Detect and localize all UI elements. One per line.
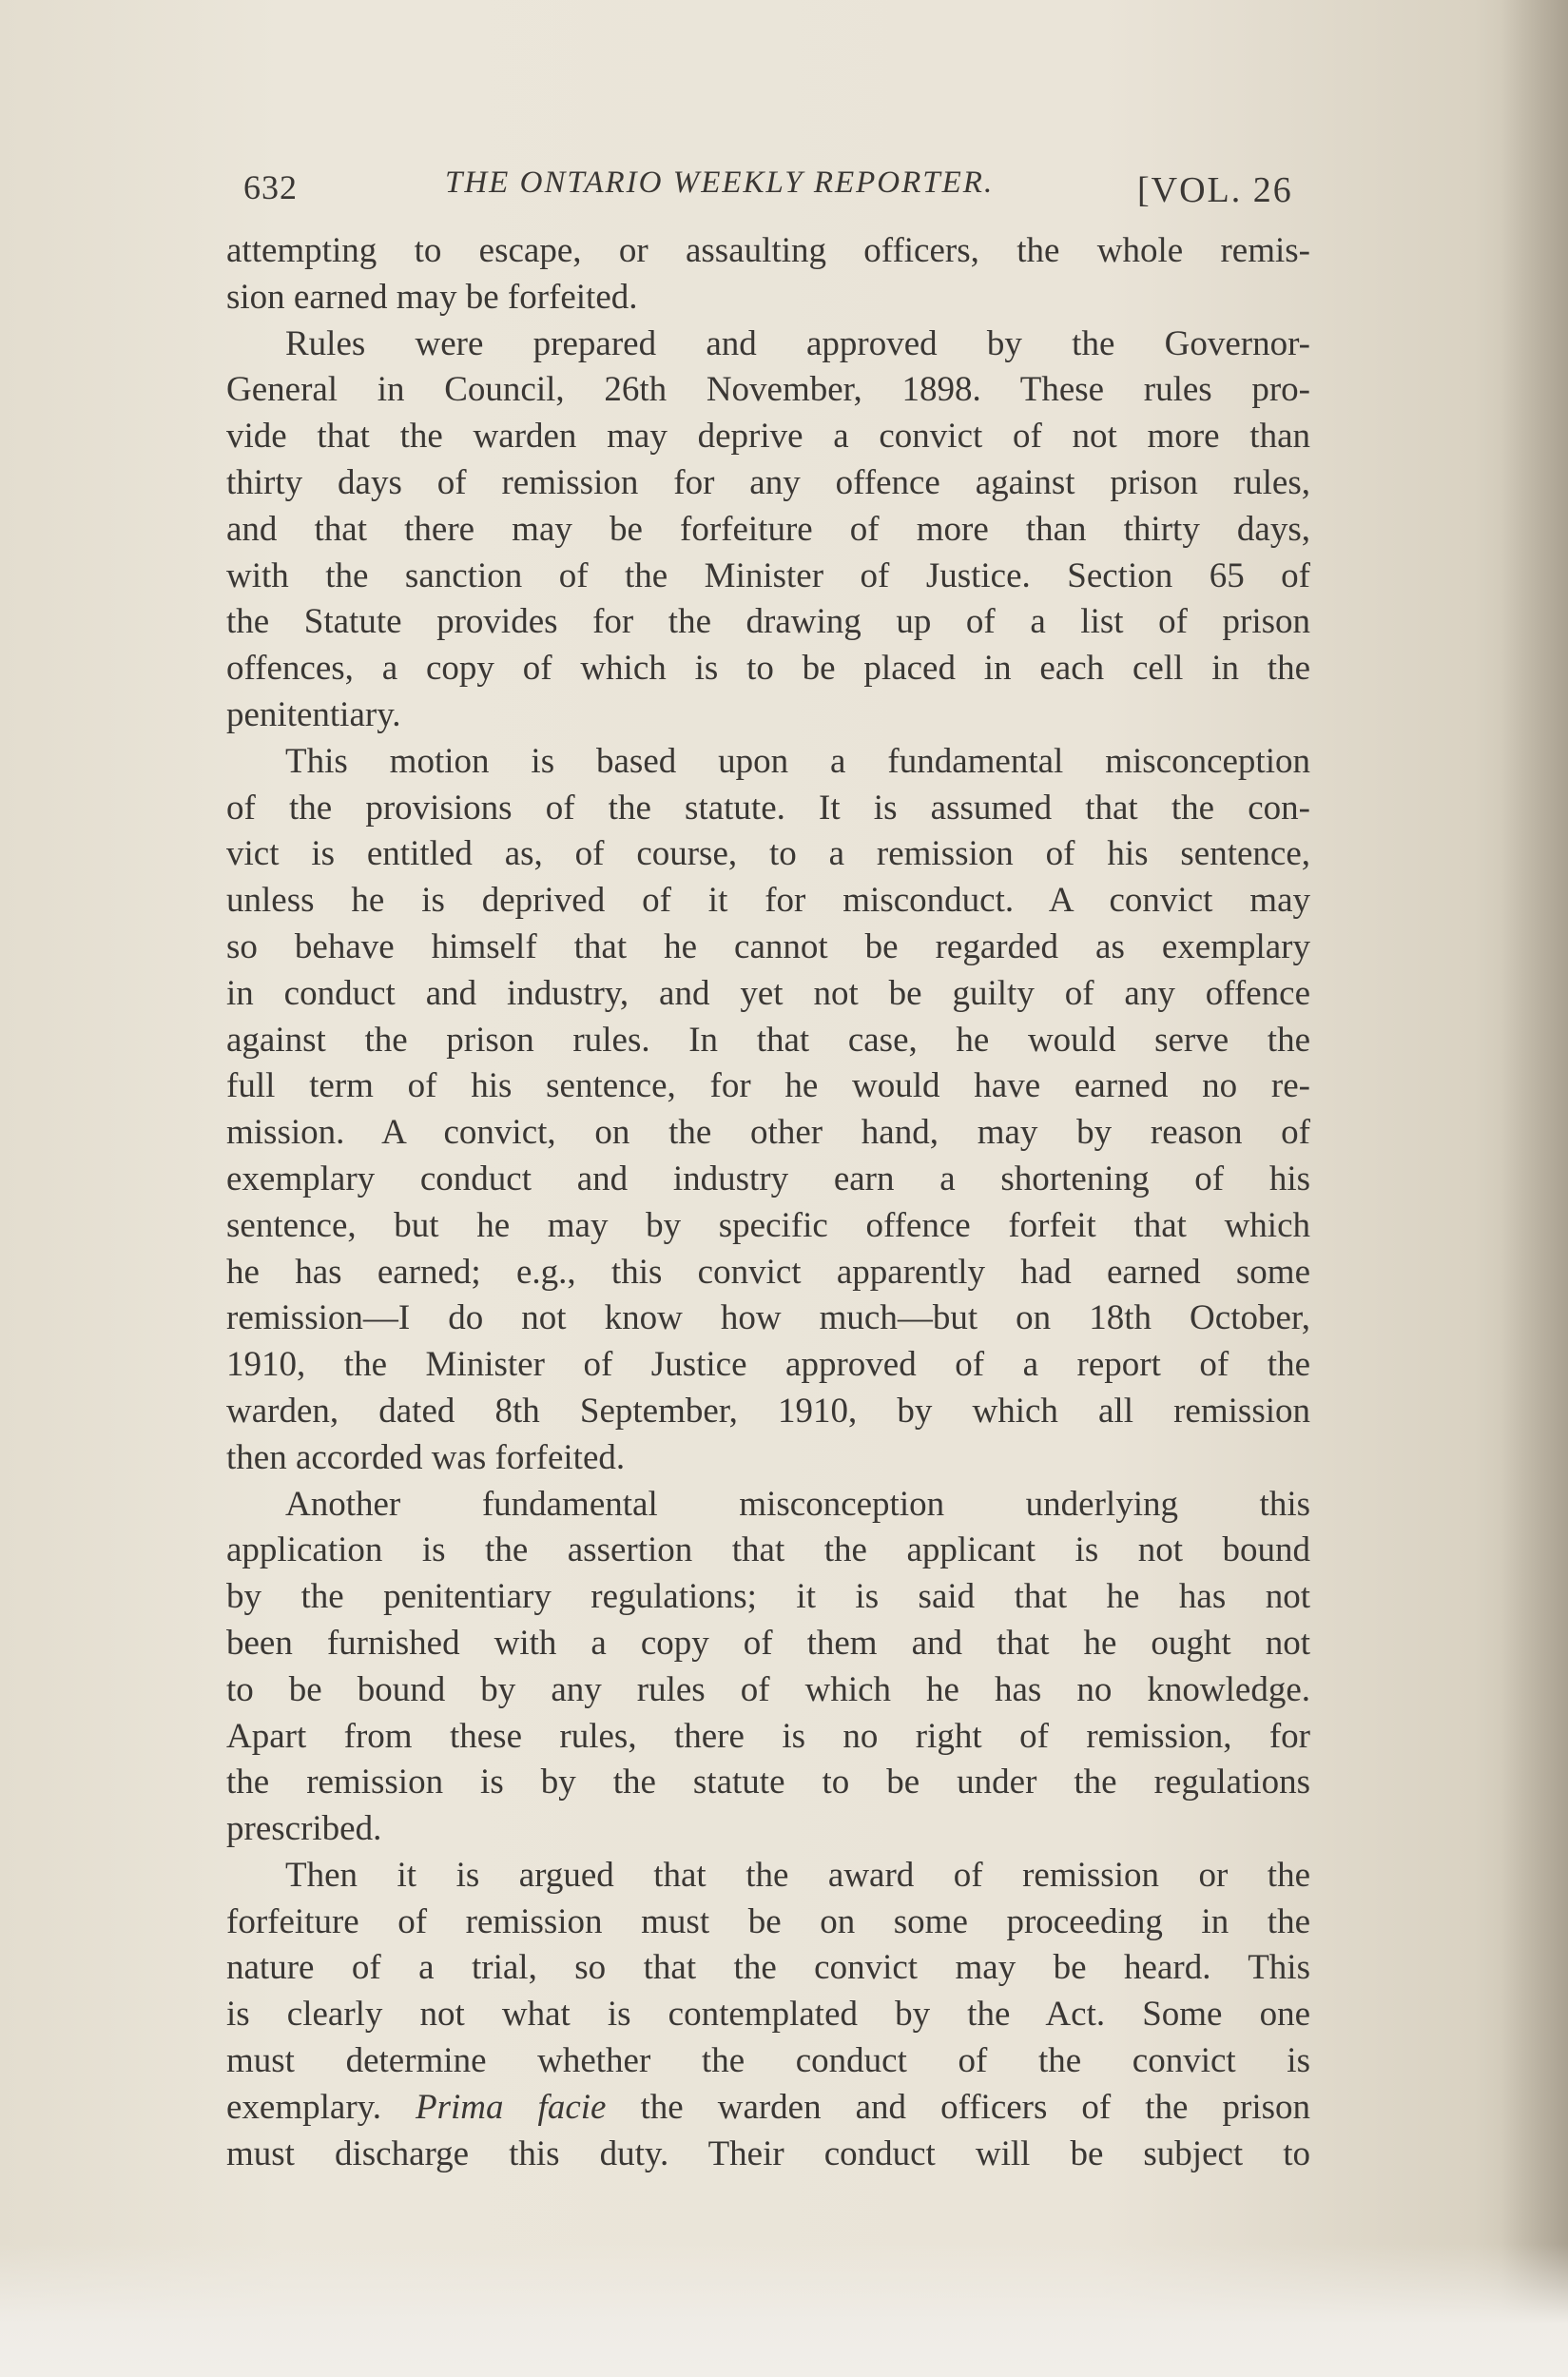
italic-phrase: Prima facie	[416, 2087, 607, 2127]
text-line: the Statute provides for the drawing up of a list of prison	[226, 602, 1310, 642]
text-line: he has earned; e.g., this convict apparently had earned some	[226, 1252, 1310, 1292]
text-line: and that there may be forfeiture of more than thirty days,	[226, 509, 1310, 549]
paragraph-1	[226, 228, 1310, 321]
text-line: full term of his sentence, for he would have earned no re-	[226, 1066, 1310, 1106]
text-line: penitentiary.	[226, 694, 401, 734]
volume-label: [VOL. 26	[1137, 170, 1293, 210]
text-line: of the provisions of the statute. It is assumed that the con-	[226, 788, 1310, 828]
text-line: been furnished with a copy of them and that he ought not	[226, 1623, 1310, 1663]
text-line: Apart from these rules, there is no right of remission, for	[226, 1716, 1310, 1756]
book-page	[226, 152, 1310, 2177]
text-line: against the prison rules. In that case, he would serve the	[226, 1020, 1310, 1060]
text-line: General in Council, 26th November, 1898. These rules pro-	[226, 370, 1310, 410]
text-line: Another fundamental misconception underlying this	[285, 1484, 1310, 1524]
paragraph-5	[226, 1853, 1310, 2178]
page-number: 632	[243, 168, 298, 206]
text-line: then accorded was forfeited.	[226, 1437, 626, 1477]
text-line: remission—I do not know how much—but on 18th October,	[226, 1298, 1310, 1338]
text-line: sentence, but he may by specific offence forfeit that which	[226, 1205, 1310, 1245]
running-header	[226, 152, 1310, 228]
text-line: in conduct and industry, and yet not be guilty of any offence	[226, 973, 1310, 1013]
text-line: 1910, the Minister of Justice approved of a report of the	[226, 1345, 1310, 1385]
text-line: must discharge this duty. Their conduct will be subject to	[226, 2133, 1310, 2173]
text-line: nature of a trial, so that the convict may be heard. This	[226, 1948, 1310, 1988]
text-line: must determine whether the conduct of the convict is	[226, 2041, 1310, 2081]
text-line: vict is entitled as, of course, to a remission of his sentence,	[226, 834, 1310, 874]
text-line: offences, a copy of which is to be placed in each cell in the	[226, 649, 1310, 689]
body-text	[226, 228, 1310, 2177]
text-line: so behave himself that he cannot be regarded as exemplary	[226, 926, 1310, 966]
text-line: forfeiture of remission must be on some proceeding in the	[226, 1901, 1310, 1941]
text-line: vide that the warden may deprive a convict of not more than	[226, 417, 1310, 457]
text-line: by the penitentiary regulations; it is said that he has not	[226, 1577, 1310, 1617]
scan-bottom-edge	[0, 2244, 1568, 2377]
text-line: This motion is based upon a fundamental misconception	[285, 741, 1310, 781]
text-line: mission. A convict, on the other hand, may by reason of	[226, 1113, 1310, 1153]
binding-shadow	[1501, 0, 1568, 2377]
text-line: exemplary conduct and industry earn a shortening of his	[226, 1159, 1310, 1198]
text-line: the remission is by the statute to be under the regulations	[226, 1763, 1310, 1802]
text-line: to be bound by any rules of which he has no knowledge.	[226, 1669, 1310, 1709]
paragraph-2	[226, 321, 1310, 739]
text-run: exemplary.	[226, 2087, 416, 2127]
text-line-mixed	[226, 2085, 1310, 2132]
journal-title: THE ONTARIO WEEKLY REPORTER.	[445, 166, 995, 200]
text-line: Rules were prepared and approved by the Governor-	[285, 323, 1310, 363]
text-line: application is the assertion that the applicant is not bound	[226, 1530, 1310, 1570]
text-line: attempting to escape, or assaulting officers, the whole remis-	[226, 231, 1310, 270]
text-line: Then it is argued that the award of remission or the	[285, 1855, 1310, 1895]
text-line: prescribed.	[226, 1809, 382, 1849]
paragraph-3	[226, 739, 1310, 1482]
text-line: thirty days of remission for any offence against prison rules,	[226, 462, 1310, 502]
text-line: is clearly not what is contemplated by the Act. Some one	[226, 1995, 1310, 2035]
text-line: with the sanction of the Minister of Justice. Section 65 of	[226, 555, 1310, 595]
text-line: sion earned may be forfeited.	[226, 277, 638, 317]
text-line: warden, dated 8th September, 1910, by which all remission	[226, 1391, 1310, 1431]
text-run: the warden and officers of the prison	[606, 2087, 1311, 2127]
paragraph-4	[226, 1482, 1310, 1853]
text-line: unless he is deprived of it for misconduct. A convict may	[226, 881, 1310, 921]
